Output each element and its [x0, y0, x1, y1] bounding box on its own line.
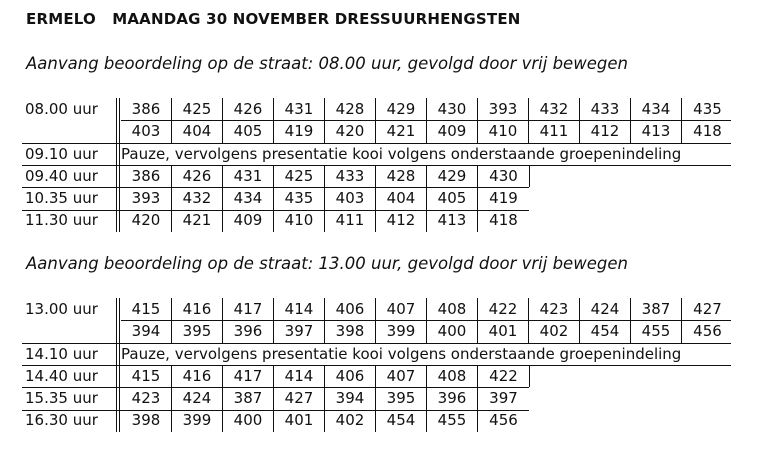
horse-number: 416	[172, 365, 223, 387]
double-separator	[116, 387, 120, 409]
horse-number: 401	[274, 409, 325, 431]
session-2-subtitle: Aanvang beoordeling op de straat: 13.00 uur, gevolgd door vrij bewegen	[26, 254, 628, 273]
horse-number: 426	[223, 98, 274, 120]
horse-number: 409	[223, 209, 274, 231]
number-cells	[121, 387, 529, 409]
time-label: 11.30 uur	[25, 211, 98, 230]
double-separator	[116, 98, 120, 120]
horse-number: 420	[121, 209, 172, 231]
time-label: 10.35 uur	[25, 189, 98, 208]
table-rule	[22, 343, 731, 344]
horse-number: 456	[489, 411, 518, 430]
number-cells	[121, 365, 529, 387]
horse-number: 431	[223, 165, 274, 187]
horse-number: 402	[325, 409, 376, 431]
horse-number: 397	[489, 389, 518, 408]
horse-number: 406	[325, 298, 376, 320]
horse-number: 416	[172, 298, 223, 320]
horse-number: 398	[325, 320, 376, 342]
horse-number: 412	[580, 120, 631, 142]
table-rule	[529, 365, 530, 387]
horse-number: 408	[427, 365, 478, 387]
horse-number: 394	[121, 320, 172, 342]
double-separator	[116, 143, 120, 165]
horse-number: 409	[427, 120, 478, 142]
horse-number: 431	[274, 98, 325, 120]
horse-number: 455	[631, 320, 682, 342]
horse-number: 398	[121, 409, 172, 431]
double-separator	[116, 187, 120, 209]
horse-number: 395	[172, 320, 223, 342]
table-rule	[121, 120, 731, 121]
horse-number: 396	[223, 320, 274, 342]
horse-number: 455	[427, 409, 478, 431]
double-separator	[116, 120, 120, 142]
pause-text: Pauze, vervolgens presentatie kooi volgens onderstaande groepenindeling	[121, 344, 682, 363]
horse-number: 387	[223, 387, 274, 409]
horse-number: 428	[376, 165, 427, 187]
horse-number: 435	[693, 100, 722, 118]
horse-number: 406	[325, 365, 376, 387]
horse-number: 405	[427, 187, 478, 209]
horse-number: 420	[325, 120, 376, 142]
horse-number: 435	[274, 187, 325, 209]
time-label: 14.10 uur	[25, 344, 98, 363]
horse-number: 403	[325, 187, 376, 209]
number-cells	[121, 120, 733, 142]
horse-number: 411	[325, 209, 376, 231]
horse-number: 402	[529, 320, 580, 342]
number-cells	[121, 165, 529, 187]
horse-number: 404	[172, 120, 223, 142]
horse-number: 418	[489, 211, 518, 230]
horse-number: 433	[580, 98, 631, 120]
horse-number: 434	[223, 187, 274, 209]
horse-number: 430	[489, 166, 518, 185]
table-rule	[22, 143, 731, 144]
time-label: 14.40 uur	[25, 366, 98, 385]
horse-number: 410	[274, 209, 325, 231]
horse-number: 410	[478, 120, 529, 142]
horse-number: 422	[489, 366, 518, 385]
horse-number: 417	[223, 298, 274, 320]
double-separator	[116, 343, 120, 365]
double-separator	[116, 298, 120, 320]
number-cells	[121, 320, 733, 342]
horse-number: 433	[325, 165, 376, 187]
horse-number: 430	[427, 98, 478, 120]
horse-number: 397	[274, 320, 325, 342]
time-label: 13.00 uur	[25, 300, 98, 318]
horse-number: 427	[693, 300, 722, 318]
horse-number: 421	[172, 209, 223, 231]
time-label: 09.40 uur	[25, 166, 98, 185]
horse-number: 418	[693, 122, 722, 141]
horse-number: 395	[376, 387, 427, 409]
double-separator	[116, 409, 120, 431]
horse-number: 454	[580, 320, 631, 342]
number-cells	[121, 98, 733, 120]
table-rule	[121, 320, 731, 321]
horse-number: 432	[172, 187, 223, 209]
horse-number: 424	[580, 298, 631, 320]
double-separator	[116, 320, 120, 342]
horse-number: 399	[172, 409, 223, 431]
horse-number: 413	[631, 120, 682, 142]
horse-number: 422	[478, 298, 529, 320]
time-label: 08.00 uur	[25, 100, 98, 118]
number-cells	[121, 409, 529, 431]
horse-number: 399	[376, 320, 427, 342]
horse-number: 426	[172, 165, 223, 187]
horse-number: 393	[478, 98, 529, 120]
horse-number: 415	[121, 298, 172, 320]
horse-number: 415	[121, 365, 172, 387]
horse-number: 405	[223, 120, 274, 142]
horse-number: 401	[478, 320, 529, 342]
horse-number: 400	[223, 409, 274, 431]
double-separator	[116, 209, 120, 231]
time-label: 09.10 uur	[25, 144, 98, 163]
horse-number: 419	[489, 189, 518, 208]
horse-number: 403	[121, 120, 172, 142]
horse-number: 386	[121, 98, 172, 120]
horse-number: 423	[121, 387, 172, 409]
horse-number: 411	[529, 120, 580, 142]
page-title: ERMELO MAANDAG 30 NOVEMBER DRESSUURHENGSTEN	[26, 10, 521, 28]
horse-number: 393	[121, 187, 172, 209]
horse-number: 454	[376, 409, 427, 431]
table-rule	[22, 387, 529, 388]
horse-number: 394	[325, 387, 376, 409]
horse-number: 425	[172, 98, 223, 120]
horse-number: 400	[427, 320, 478, 342]
horse-number: 427	[274, 387, 325, 409]
horse-number: 386	[121, 165, 172, 187]
horse-number: 414	[274, 298, 325, 320]
time-label: 16.30 uur	[25, 411, 98, 430]
number-cells	[121, 187, 529, 209]
horse-number: 423	[529, 298, 580, 320]
horse-number: 396	[427, 387, 478, 409]
horse-number: 434	[631, 98, 682, 120]
table-rule	[22, 165, 731, 166]
horse-number: 421	[376, 120, 427, 142]
number-cells	[121, 298, 733, 320]
horse-number: 419	[274, 120, 325, 142]
horse-number: 404	[376, 187, 427, 209]
horse-number: 432	[529, 98, 580, 120]
horse-number: 407	[376, 365, 427, 387]
horse-number: 456	[693, 322, 722, 341]
session-1-subtitle: Aanvang beoordeling op de straat: 08.00 uur, gevolgd door vrij bewegen	[26, 54, 628, 73]
table-rule	[22, 410, 529, 411]
table-rule	[22, 210, 529, 211]
horse-number: 429	[427, 165, 478, 187]
horse-number: 424	[172, 387, 223, 409]
table-rule	[22, 187, 529, 188]
horse-number: 428	[325, 98, 376, 120]
horse-number: 413	[427, 209, 478, 231]
horse-number: 408	[427, 298, 478, 320]
horse-number: 407	[376, 298, 427, 320]
table-rule	[529, 165, 530, 187]
number-cells	[121, 209, 529, 231]
time-label: 15.35 uur	[25, 389, 98, 408]
double-separator	[116, 165, 120, 187]
horse-number: 412	[376, 209, 427, 231]
table-rule	[22, 365, 731, 366]
horse-number: 387	[631, 298, 682, 320]
horse-number: 417	[223, 365, 274, 387]
double-separator	[116, 365, 120, 387]
horse-number: 425	[274, 165, 325, 187]
horse-number: 429	[376, 98, 427, 120]
horse-number: 414	[274, 365, 325, 387]
pause-text: Pauze, vervolgens presentatie kooi volgens onderstaande groepenindeling	[121, 144, 682, 163]
